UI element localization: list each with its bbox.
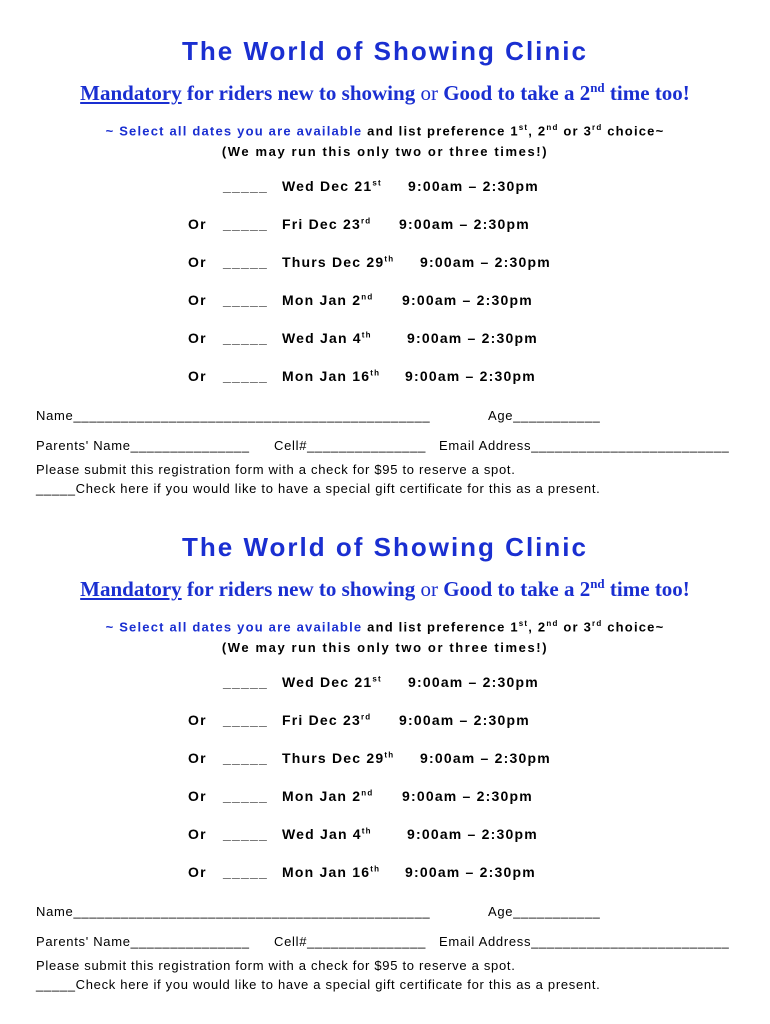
date-preference-blank[interactable]: _____ [223,788,268,804]
date-preference-blank[interactable]: _____ [223,330,268,346]
date-label: Thurs Dec 29th [282,254,395,270]
name-field[interactable]: Name_____________________________________________ [36,904,431,919]
mandatory-text: Mandatory [80,81,182,105]
instructions-note: (We may run this only two or three times!) [221,144,549,159]
time-range: 9:00am – 2:30pm [420,750,551,766]
date-preference-blank[interactable]: _____ [223,750,268,766]
registration-form-1 [0,0,770,496]
date-preference-blank[interactable]: _____ [223,254,268,270]
instructions-highlight: Select all dates you are available [119,123,363,139]
parents-name-field[interactable]: Parents' Name_______________ [36,934,250,949]
date-label: Mon Jan 2nd [282,788,374,804]
submit-instructions: Please submit this registration form with a check for $95 to reserve a spot. [36,958,516,973]
time-range: 9:00am – 2:30pm [408,674,539,690]
or-label: Or [188,826,207,842]
name-age-row [36,904,736,922]
time-range: 9:00am – 2:30pm [420,254,551,270]
or-label: Or [188,254,207,270]
date-label: Mon Jan 16th [282,864,381,880]
time-range: 9:00am – 2:30pm [405,864,536,880]
cell-field[interactable]: Cell#_______________ [274,438,427,453]
contact-row [36,438,736,456]
or-label: Or [188,368,207,384]
date-preference-blank[interactable]: _____ [223,864,268,880]
date-label: Thurs Dec 29th [282,750,395,766]
form-subtitle: Mandatory for riders new to showing or Good to take a 2nd time too! [80,80,690,105]
time-range: 9:00am – 2:30pm [402,788,533,804]
age-field[interactable]: Age___________ [488,408,601,423]
date-preference-blank[interactable]: _____ [223,292,268,308]
time-range: 9:00am – 2:30pm [407,826,538,842]
time-range: 9:00am – 2:30pm [402,292,533,308]
cell-field[interactable]: Cell#_______________ [274,934,427,949]
mandatory-text: Mandatory [80,577,182,601]
parents-name-field[interactable]: Parents' Name_______________ [36,438,250,453]
date-preference-blank[interactable]: _____ [223,826,268,842]
email-field[interactable]: Email Address_________________________ [439,438,730,453]
age-field[interactable]: Age___________ [488,904,601,919]
date-preference-blank[interactable]: _____ [223,674,268,690]
or-label: Or [188,750,207,766]
name-age-row [36,408,736,426]
contact-row [36,934,736,952]
date-label: Fri Dec 23rd [282,712,372,728]
date-label: Wed Jan 4th [282,826,372,842]
time-range: 9:00am – 2:30pm [399,216,530,232]
time-range: 9:00am – 2:30pm [405,368,536,384]
date-instructions: ~ Select all dates you are available and list preference 1st, 2nd or 3rd choice~ [105,619,665,635]
email-field[interactable]: Email Address_________________________ [439,934,730,949]
date-label: Mon Jan 16th [282,368,381,384]
instructions-highlight: Select all dates you are available [119,619,363,635]
date-preference-blank[interactable]: _____ [223,712,268,728]
date-preference-blank[interactable]: _____ [223,178,268,194]
time-range: 9:00am – 2:30pm [399,712,530,728]
or-label: Or [188,292,207,308]
date-label: Fri Dec 23rd [282,216,372,232]
form-subtitle: Mandatory for riders new to showing or Good to take a 2nd time too! [80,576,690,601]
date-preference-blank[interactable]: _____ [223,216,268,232]
or-label: Or [188,216,207,232]
time-range: 9:00am – 2:30pm [408,178,539,194]
date-instructions: ~ Select all dates you are available and list preference 1st, 2nd or 3rd choice~ [105,123,665,139]
gift-certificate-checkbox[interactable]: _____Check here if you would like to have a special gift certificate for this as a present. [36,481,601,496]
name-field[interactable]: Name_____________________________________________ [36,408,431,423]
time-range: 9:00am – 2:30pm [407,330,538,346]
date-label: Mon Jan 2nd [282,292,374,308]
date-preference-blank[interactable]: _____ [223,368,268,384]
submit-instructions: Please submit this registration form with a check for $95 to reserve a spot. [36,462,516,477]
form-title: The World of Showing Clinic [182,36,588,66]
date-label: Wed Dec 21st [282,178,382,194]
form-title: The World of Showing Clinic [182,532,588,562]
or-label: Or [188,788,207,804]
or-label: Or [188,330,207,346]
or-label: Or [188,864,207,880]
gift-certificate-checkbox[interactable]: _____Check here if you would like to have a special gift certificate for this as a present. [36,977,601,992]
date-label: Wed Jan 4th [282,330,372,346]
registration-form-2 [0,496,770,992]
or-label: Or [188,712,207,728]
date-label: Wed Dec 21st [282,674,382,690]
instructions-note: (We may run this only two or three times!) [221,640,549,655]
